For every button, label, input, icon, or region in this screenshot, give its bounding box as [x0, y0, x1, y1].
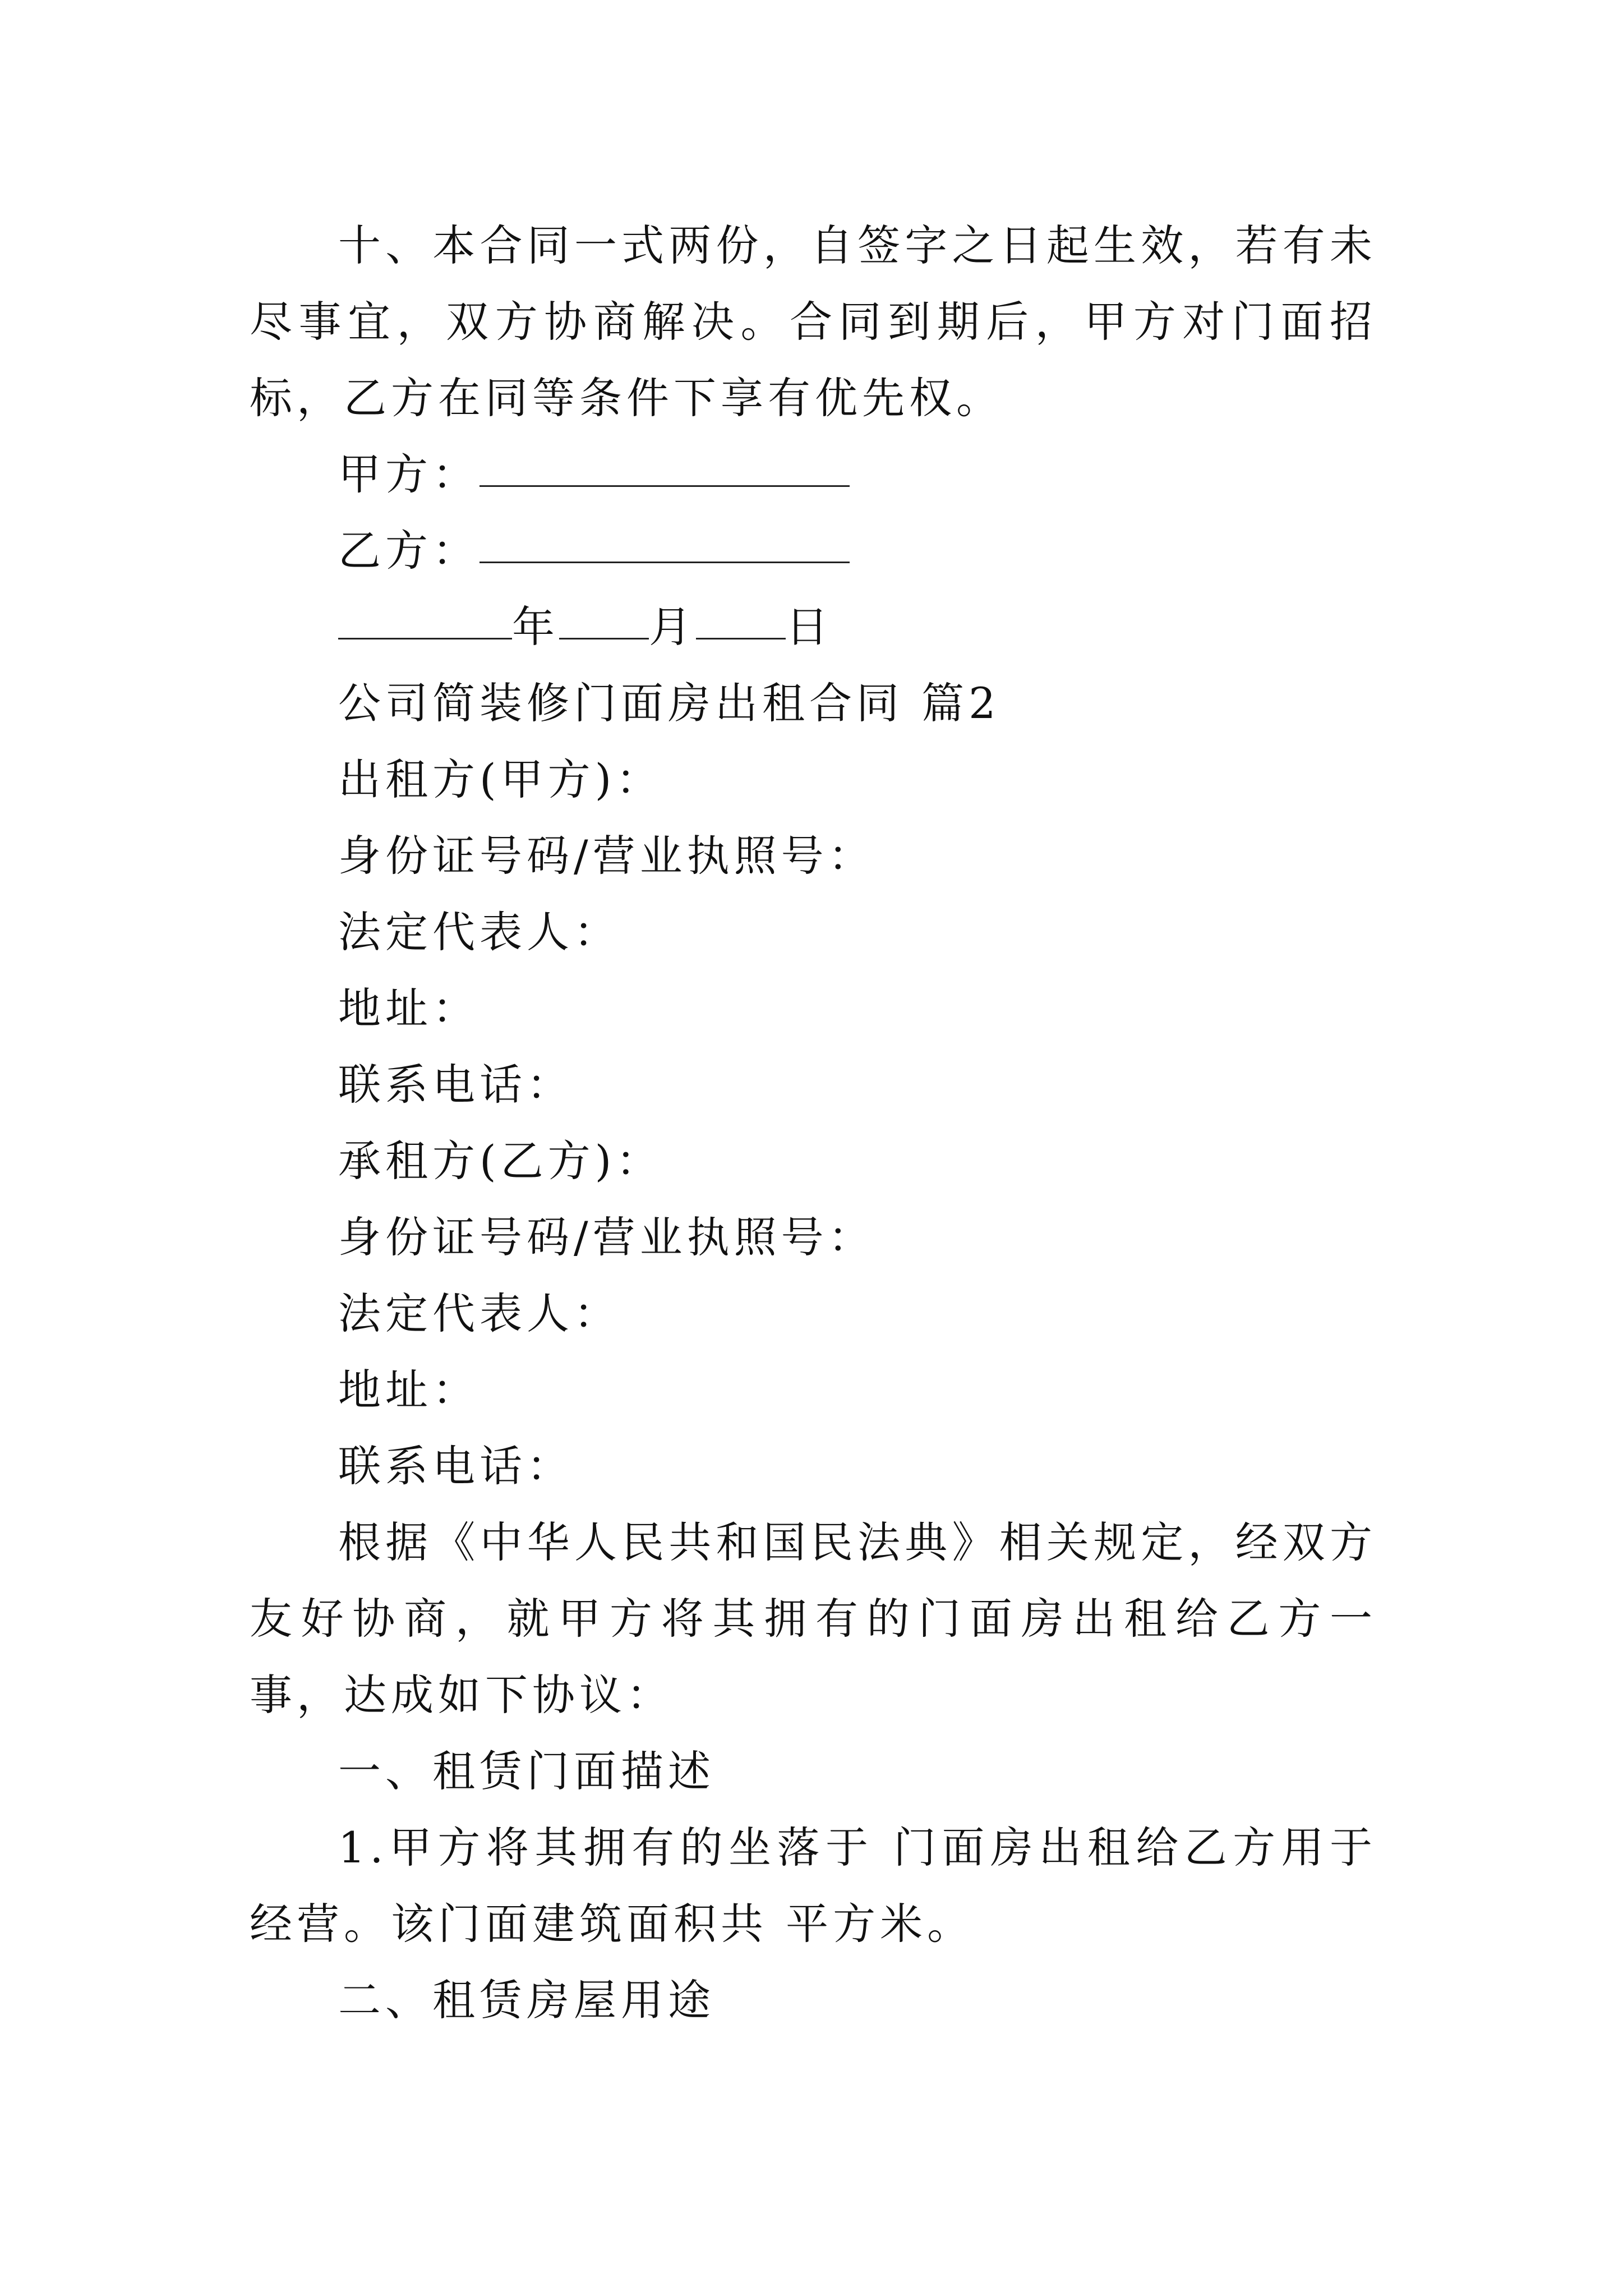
- lessor-label: 出租方(甲方)：: [338, 754, 663, 804]
- heading-2: 二、租赁房屋用途: [338, 1975, 715, 2025]
- lessee-label: 承租方(乙方)：: [338, 1136, 663, 1186]
- heading-1: 一、租赁门面描述: [338, 1746, 715, 1796]
- lessor-rep-label: 法定代表人：: [338, 907, 621, 957]
- day-label: 日: [786, 602, 833, 652]
- section-title: 公司简装修门面房出租合同 篇2: [338, 678, 1000, 728]
- party-a-label: 甲方：: [338, 449, 479, 499]
- document-body: [250, 208, 1377, 2039]
- lessor-id-label: 身份证号码/营业执照号：: [338, 831, 875, 881]
- party-a-signature-line: [250, 436, 1377, 513]
- lessee-rep-label: 法定代表人：: [338, 1289, 621, 1338]
- party-b-signature-line: [250, 513, 1377, 589]
- month-blank[interactable]: [559, 599, 649, 639]
- clause-10-paragraph: 十、本合同一式两份，自签字之日起生效，若有未尽事宜，双方协商解决。合同到期后，甲方对门面招标，乙方在同等条件下享有优先权。: [250, 220, 1377, 423]
- party-a-signature-blank[interactable]: [479, 446, 850, 487]
- lessee-address-label: 地址：: [338, 1365, 479, 1415]
- lessor-address-label: 地址：: [338, 983, 479, 1033]
- party-b-label: 乙方：: [338, 526, 479, 576]
- lessor-phone-label: 联系电话：: [338, 1060, 574, 1110]
- month-label: 月: [649, 602, 696, 652]
- lessee-id-label: 身份证号码/营业执照号：: [338, 1212, 875, 1262]
- year-blank[interactable]: [338, 599, 512, 639]
- date-line: [250, 589, 1377, 665]
- intro-paragraph: 根据《中华人民共和国民法典》相关规定，经双方友好协商，就甲方将其拥有的门面房出租给乙方一事，达成如下协议：: [250, 1517, 1377, 1720]
- year-label: 年: [512, 602, 559, 652]
- lessee-phone-label: 联系电话：: [338, 1441, 574, 1491]
- party-b-signature-blank[interactable]: [479, 522, 850, 563]
- day-blank[interactable]: [696, 599, 786, 639]
- item-1-1-paragraph: 1.甲方将其拥有的坐落于 门面房出租给乙方用于经营。该门面建筑面积共 平方米。: [250, 1823, 1377, 1949]
